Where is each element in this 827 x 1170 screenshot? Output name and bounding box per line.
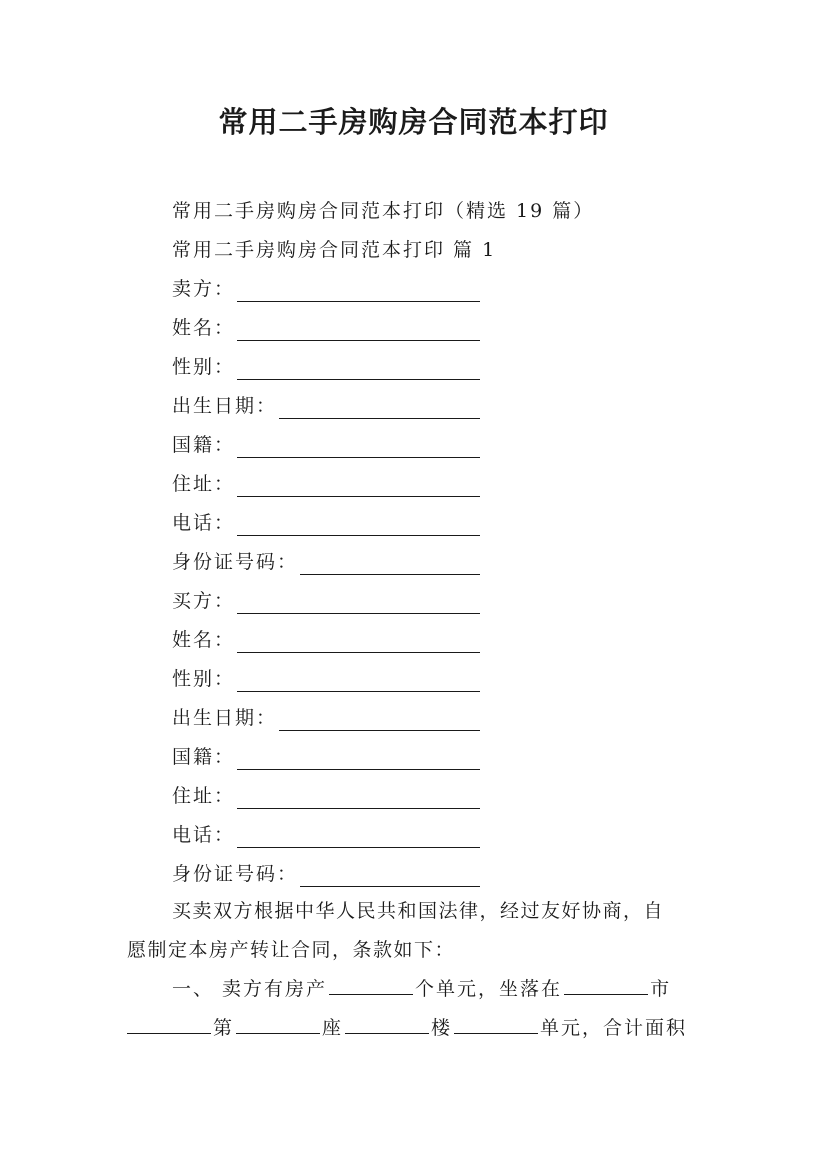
buyer-field-row [172,783,480,809]
buyer-field-blank[interactable] [237,632,480,653]
buyer-field-blank[interactable] [279,710,480,731]
buyer-field-row [172,744,480,770]
seller-field-blank[interactable] [300,554,480,575]
clause-1-text-c: 市 [650,978,672,1000]
clause-1-line-1 [172,976,702,1002]
buyer-field-label: 买方： [172,590,236,612]
clause-1-text-g: 单元，合计面积 [540,1017,688,1039]
intro-line-2: 愿制定本房产转让合同，条款如下： [127,939,456,961]
clause-1-text-a: 一、 卖方有房产 [172,978,328,1000]
buyer-field-blank[interactable] [237,671,480,692]
seller-field-label: 身份证号码： [172,551,299,573]
buyer-field-row [172,705,480,731]
buyer-field-blank[interactable] [237,749,480,770]
seller-field-label: 出生日期： [172,395,278,417]
buyer-field-label: 国籍： [172,746,236,768]
buyer-field-label: 性别： [172,668,236,690]
buyer-field-row [172,861,480,887]
unit-blank[interactable] [454,1015,538,1034]
seller-field-row [172,393,480,419]
seller-field-blank[interactable] [237,476,480,497]
unit-count-blank[interactable] [329,976,413,995]
page-title: 常用二手房购房合同范本打印 [218,105,609,139]
block-blank[interactable] [236,1015,320,1034]
buyer-field-row [172,627,480,653]
buyer-field-row [172,822,480,848]
buyer-field-row [172,666,480,692]
buyer-field-label: 出生日期： [172,707,278,729]
seller-field-blank[interactable] [237,359,480,380]
clause-1-text-f: 楼 [431,1017,453,1039]
buyer-field-label: 住址： [172,785,236,807]
seller-field-row [172,432,480,458]
district-blank[interactable] [127,1015,211,1034]
seller-field-label: 姓名： [172,317,236,339]
seller-field-row [172,471,480,497]
buyer-field-blank[interactable] [300,866,480,887]
seller-field-label: 电话： [172,512,236,534]
section-heading: 常用二手房购房合同范本打印 篇 1 [172,239,497,261]
seller-field-row [172,354,480,380]
seller-field-row [172,276,480,302]
seller-field-label: 国籍： [172,434,236,456]
clause-1-text-b: 个单元，坐落在 [415,978,563,1000]
seller-field-blank[interactable] [237,437,480,458]
clause-1-text-d: 第 [213,1017,235,1039]
buyer-field-row [172,588,480,614]
intro-line-1: 买卖双方根据中华人民共和国法律，经过友好协商，自 [172,900,665,922]
seller-field-blank[interactable] [237,320,480,341]
seller-field-row [172,549,480,575]
seller-field-label: 住址： [172,473,236,495]
document-subtitle: 常用二手房购房合同范本打印（精选 19 篇） [172,200,595,222]
seller-field-row [172,315,480,341]
buyer-field-blank[interactable] [237,788,480,809]
buyer-field-blank[interactable] [237,593,480,614]
buyer-field-label: 电话： [172,824,236,846]
seller-field-blank[interactable] [279,398,480,419]
buyer-field-label: 姓名： [172,629,236,651]
city-blank[interactable] [564,976,648,995]
floor-blank[interactable] [345,1015,429,1034]
clause-1-line-2 [127,1015,701,1041]
buyer-field-label: 身份证号码： [172,863,299,885]
seller-field-label: 卖方： [172,278,236,300]
seller-field-row [172,510,480,536]
clause-1-text-e: 座 [322,1017,344,1039]
seller-field-blank[interactable] [237,515,480,536]
seller-field-blank[interactable] [237,281,480,302]
buyer-field-blank[interactable] [237,827,480,848]
seller-field-label: 性别： [172,356,236,378]
